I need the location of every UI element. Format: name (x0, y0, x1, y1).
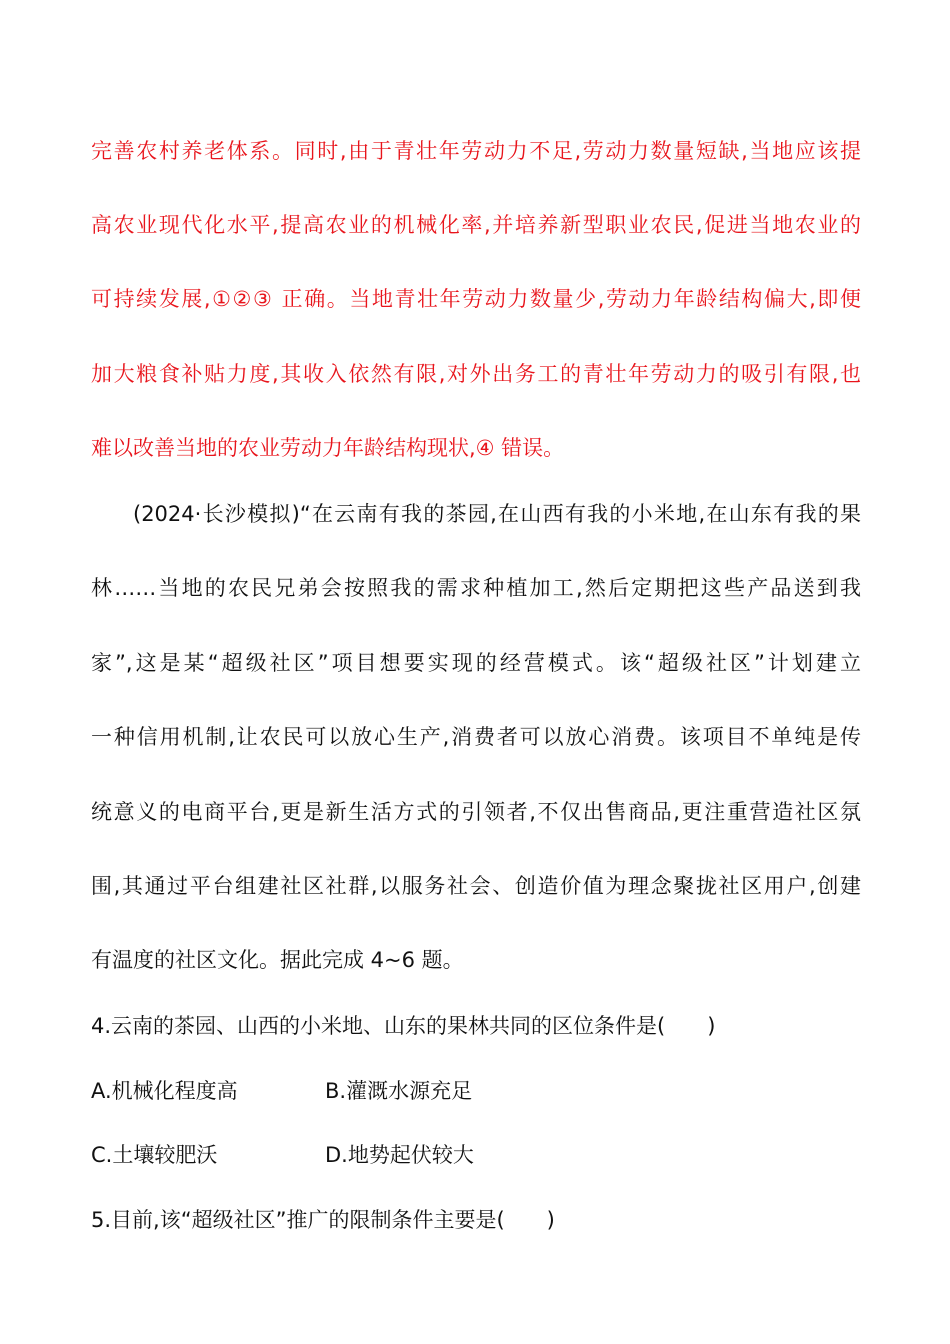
passage-line-6: 围,其通过平台组建社区社群,以服务社会、创造价值为理念聚拢社区用户,创建 (91, 874, 861, 898)
explanation-line-1: 完善农村养老体系。同时,由于青壮年劳动力不足,劳动力数量短缺,当地应该提 (91, 139, 861, 163)
passage-line-7: 有温度的社区文化。据此完成 4~6 题。 (91, 948, 464, 972)
passage-line-2: 林……当地的农民兄弟会按照我的需求种植加工,然后定期把这些产品送到我 (91, 576, 861, 600)
explanation-line-3: 可持续发展,①②③ 正确。当地青壮年劳动力数量少,劳动力年龄结构偏大,即便 (91, 287, 861, 311)
option-a[interactable]: A.机械化程度高 (91, 1079, 238, 1103)
passage-line-4: 一种信用机制,让农民可以放心生产,消费者可以放心消费。该项目不单纯是传 (91, 725, 861, 749)
passage-line-5: 统意义的电商平台,更是新生活方式的引领者,不仅出售商品,更注重营造社区氛 (91, 800, 861, 824)
explanation-line-2: 高农业现代化水平,提高农业的机械化率,并培养新型职业农民,促进当地农业的 (91, 213, 861, 237)
passage-line-3: 家”,这是某“超级社区”项目想要实现的经营模式。该“超级社区”计划建立 (91, 651, 861, 675)
explanation-line-5: 难以改善当地的农业劳动力年龄结构现状,④ 错误。 (91, 436, 565, 460)
explanation-line-4: 加大粮食补贴力度,其收入依然有限,对外出务工的青壮年劳动力的吸引有限,也 (91, 362, 861, 386)
passage-line-1: (2024·长沙模拟)“在云南有我的茶园,在山西有我的小米地,在山东有我的果 (133, 502, 861, 526)
option-c[interactable]: C.土壤较肥沃 (91, 1143, 218, 1167)
option-d[interactable]: D.地势起伏较大 (325, 1143, 474, 1167)
question-4-stem: 4.云南的茶园、山西的小米地、山东的果林共同的区位条件是( ) (91, 1014, 716, 1038)
option-b[interactable]: B.灌溉水源充足 (325, 1079, 473, 1103)
question-5-stem: 5.目前,该“超级社区”推广的限制条件主要是( ) (91, 1208, 555, 1232)
